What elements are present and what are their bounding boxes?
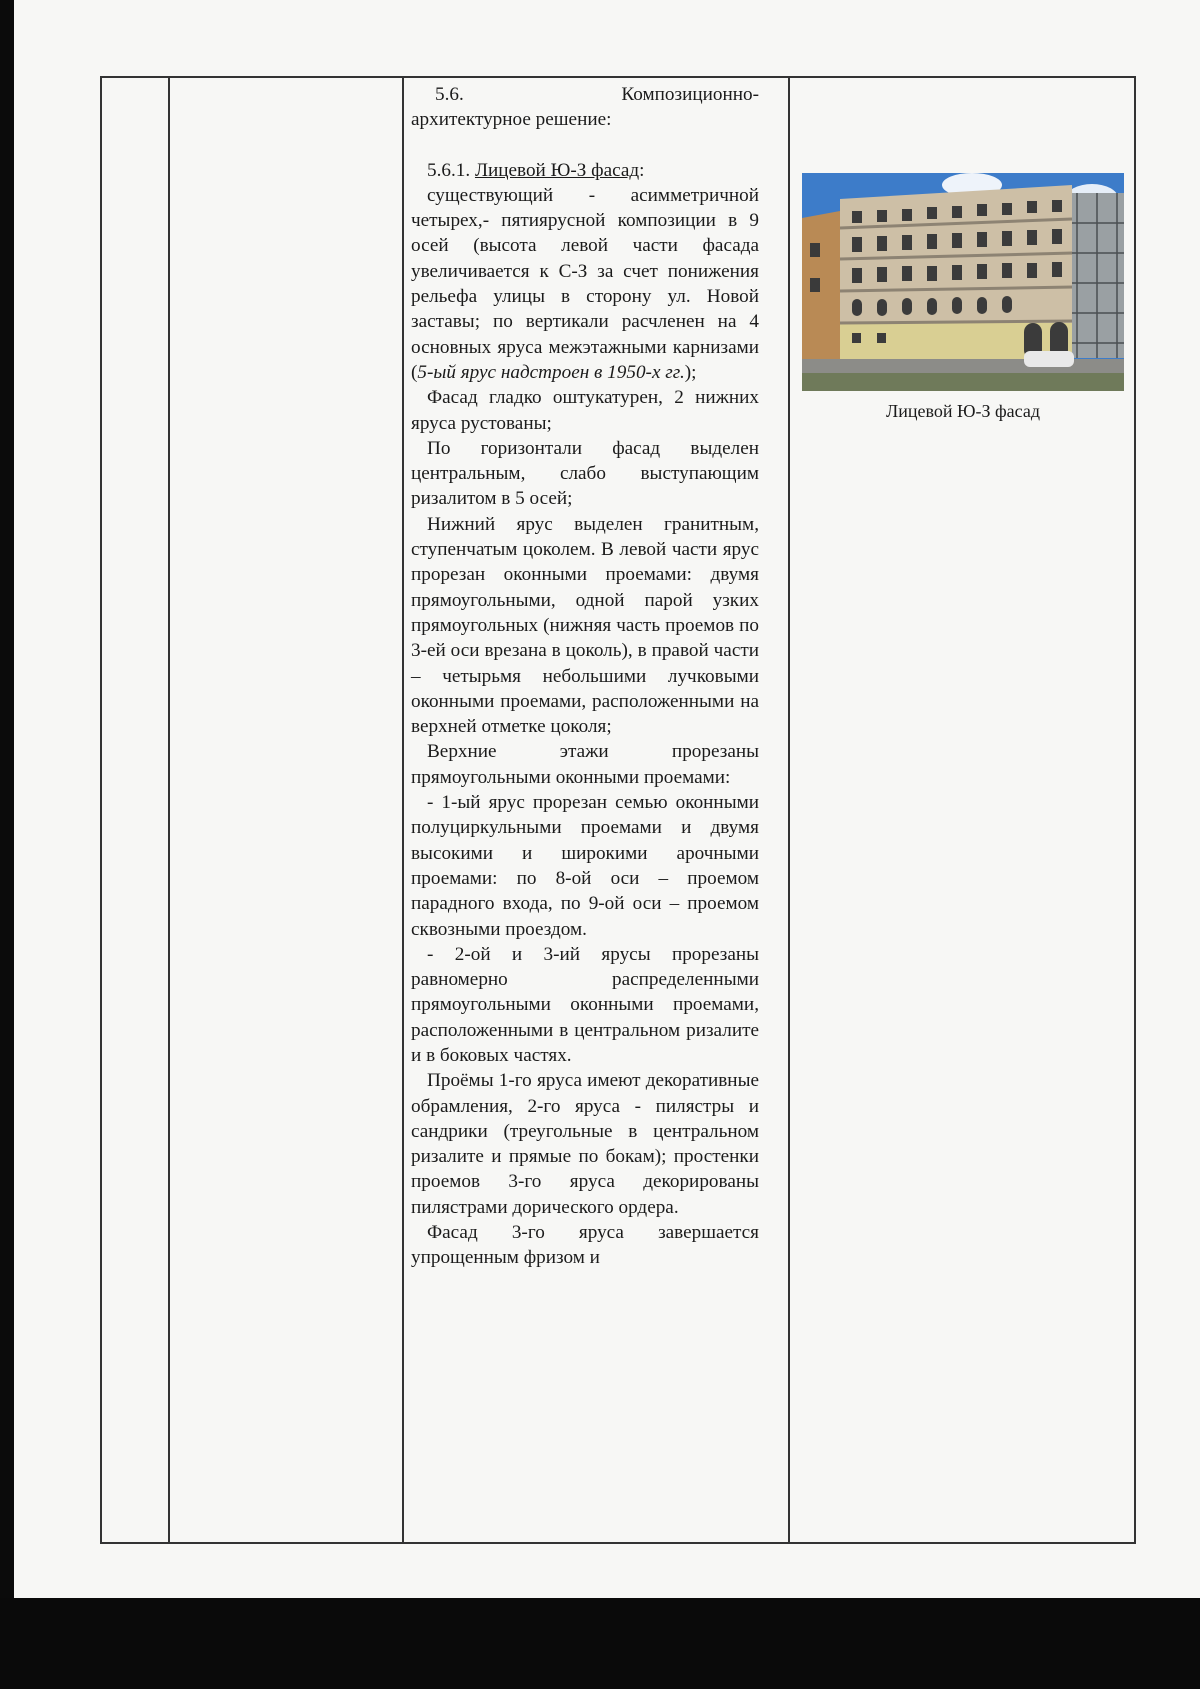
scan-bottom-bar	[0, 1598, 1200, 1689]
photo-cell	[802, 173, 1124, 422]
table-column-divider	[168, 78, 170, 1542]
paragraph: существующий - асимметричной четырех,- пятиярусной композиции в 9 осей (высота левой части фасада увеличивается к С-З за счет понижения рельефа улицы в сторону ул. Новой заставы; по вертикали расчленен на 4 основных яруса межэтажными карнизами (5-ый ярус надстроен в 1950-х гг.);	[411, 184, 759, 383]
section-heading-rest: архитектурное решение:	[411, 109, 612, 131]
subsection-number: 5.6.1.	[427, 159, 475, 181]
paragraph: По горизонтали фасад выделен центральным, слабо выступающим ризалитом в 5 осей;	[411, 437, 759, 510]
table-column-divider	[788, 78, 790, 1542]
paragraph: Фасад 3-го яруса завершается упрощенным фризом и	[411, 1222, 759, 1269]
section-number: 5.6.	[435, 84, 464, 105]
building-facade-photo	[802, 173, 1124, 391]
paragraph: Нижний ярус выделен гранитным, ступенчатым цоколем. В левой части ярус прорезан оконными проемами: двумя прямоугольными, одной парой узких прямоугольных (нижняя часть проемов по 3-ей оси врезана в цоколь), в правой части – четырьмя небольшими лучковыми оконными проемами, расположенными на верхней отметке цоколя;	[411, 513, 759, 738]
paragraph: Верхние этажи прорезаны прямоугольными оконными проемами:	[411, 741, 759, 788]
section-heading	[411, 82, 759, 107]
photo-caption: Лицевой Ю-З фасад	[886, 401, 1040, 421]
paragraph: - 2-ой и 3-ий ярусы прорезаны равномерно распределенными прямоугольными оконными проемами, расположенными в центральном ризалите и в боковых частях.	[411, 943, 759, 1066]
scan-left-edge	[0, 0, 14, 1689]
document-table	[100, 76, 1136, 1544]
table-column-divider	[402, 78, 404, 1542]
italic-note: 5-ый ярус надстроен в 1950-х гг.	[417, 361, 685, 383]
subsection-heading: 5.6.1. Лицевой Ю-З фасад:	[427, 159, 645, 181]
subsection-title: Лицевой Ю-З фасад	[474, 159, 640, 181]
section-heading-word: Композиционно-	[621, 84, 759, 105]
description-cell	[411, 82, 759, 1271]
paragraph: Проёмы 1-го яруса имеют декоративные обрамления, 2-го яруса - пилястры и сандрики (треугольные в центральном ризалите и прямые по бокам); простенки проемов 3-го яруса декорированы пилястрами дорического ордера.	[411, 1070, 759, 1218]
paragraph: - 1-ый ярус прорезан семью оконными полуциркульными проемами и двумя высокими и широкими арочными проемами: по 8-ой оси – проемом парадного входа, по 9-ой оси – проемом сквозными проездом.	[411, 792, 759, 940]
paragraph: Фасад гладко оштукатурен, 2 нижних яруса рустованы;	[411, 387, 759, 434]
